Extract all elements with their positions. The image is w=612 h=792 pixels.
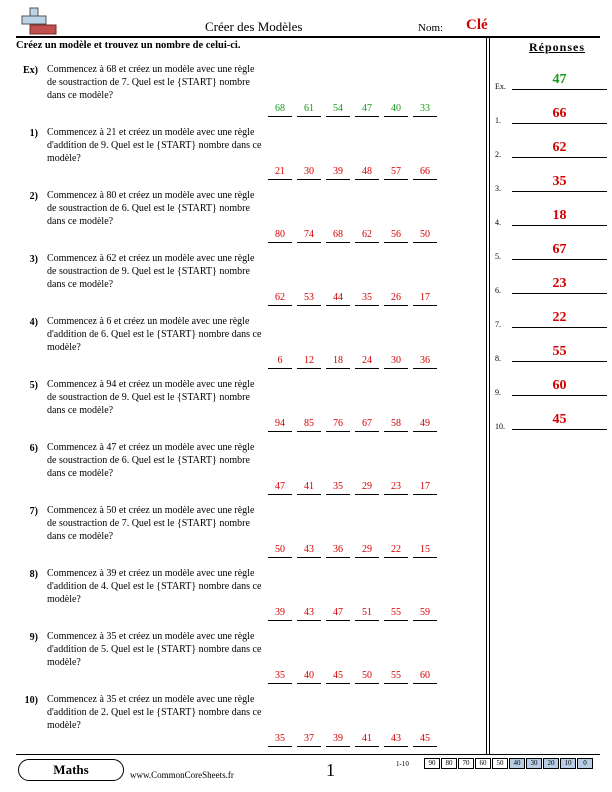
sequence-term <box>268 166 292 180</box>
answer-row <box>495 342 607 366</box>
answer-row <box>495 376 607 400</box>
sequence-term <box>413 607 437 621</box>
sequence-term-value: 30 <box>391 355 401 366</box>
problem-item <box>16 567 486 629</box>
answer-row <box>495 70 607 94</box>
sequence-term <box>268 670 292 684</box>
sequence-term <box>355 670 379 684</box>
site-url: www.CommonCoreSheets.fr <box>130 770 234 780</box>
sequence-term-value: 50 <box>362 670 372 681</box>
sequence-term-value: 49 <box>420 418 430 429</box>
score-cell: 60 <box>475 758 491 769</box>
sequence-term-value: 36 <box>420 355 430 366</box>
problem-item <box>16 315 486 377</box>
sequence-term-value: 50 <box>420 229 430 240</box>
sequence-term <box>384 355 408 369</box>
problem-number: 6) <box>29 443 38 454</box>
sequence-term <box>355 292 379 306</box>
sequence-term-value: 55 <box>391 670 401 681</box>
sequence-term <box>413 544 437 558</box>
sequence-term-value: 29 <box>362 481 372 492</box>
sequence-term-value: 43 <box>304 607 314 618</box>
score-cell: 80 <box>441 758 457 769</box>
score-cell: 40 <box>509 758 525 769</box>
answer-label: 9. <box>495 388 501 397</box>
sequence-term-value: 33 <box>420 103 430 114</box>
sequence-term-value: 44 <box>333 292 343 303</box>
answer-label: 10. <box>495 422 505 431</box>
sequence-term <box>355 733 379 747</box>
score-cell: 10 <box>560 758 576 769</box>
sequence-term <box>268 355 292 369</box>
problem-number: 5) <box>29 380 38 391</box>
sequence-term-value: 12 <box>304 355 314 366</box>
answer-row <box>495 274 607 298</box>
sequence-term-value: 62 <box>275 292 285 303</box>
sequence-term <box>326 733 350 747</box>
answer-row <box>495 240 607 264</box>
sequence-term-value: 58 <box>391 418 401 429</box>
score-cell: 90 <box>424 758 440 769</box>
sequence-term <box>326 670 350 684</box>
problem-number: 4) <box>29 317 38 328</box>
problem-text: Commencez à 80 et créez un modèle avec une règle de soustraction de 6. Quel est le {START} nombre dans ce modèle? <box>47 190 255 227</box>
problem-text: Commencez à 94 et créez un modèle avec une règle de soustraction de 9. Quel est le {START} nombre dans ce modèle? <box>47 379 255 416</box>
score-label: 1-10 <box>396 760 409 768</box>
sequence-term <box>326 607 350 621</box>
sequence-term-value: 66 <box>420 166 430 177</box>
sequence-term-value: 45 <box>333 670 343 681</box>
sequence-term <box>297 481 321 495</box>
sequence-term-value: 94 <box>275 418 285 429</box>
sequence-term-value: 56 <box>391 229 401 240</box>
sequence-term <box>326 355 350 369</box>
sequence-term-value: 67 <box>362 418 372 429</box>
sequence-term-value: 40 <box>304 670 314 681</box>
sequence-term-value: 43 <box>304 544 314 555</box>
answer-label: 2. <box>495 150 501 159</box>
sequence-term-value: 61 <box>304 103 314 114</box>
sequence-term-value: 21 <box>275 166 285 177</box>
sequence-term <box>297 733 321 747</box>
sequence-term-value: 41 <box>304 481 314 492</box>
answer-row <box>495 410 607 434</box>
sequence-term-value: 24 <box>362 355 372 366</box>
sequence-term-value: 39 <box>333 166 343 177</box>
sequence-term-value: 85 <box>304 418 314 429</box>
problem-text: Commencez à 35 et créez un modèle avec une règle d'addition de 2. Quel est le {START} nombre dans ce modèle? <box>47 694 262 731</box>
problem-item <box>16 189 486 251</box>
answer-label: 5. <box>495 252 501 261</box>
sequence-term <box>413 166 437 180</box>
sequence-term-value: 62 <box>362 229 372 240</box>
answer-value: 45 <box>552 412 567 427</box>
sequence-term <box>326 166 350 180</box>
answer-row <box>495 206 607 230</box>
sequence-term-value: 57 <box>391 166 401 177</box>
sequence-term <box>268 607 292 621</box>
sequence-term <box>297 229 321 243</box>
sequence-term-value: 60 <box>420 670 430 681</box>
sequence-term-value: 76 <box>333 418 343 429</box>
sequence-term <box>384 103 408 117</box>
answer-label: 7. <box>495 320 501 329</box>
answer-value: 60 <box>552 378 567 393</box>
page-title: Créer des Modèles <box>205 19 303 34</box>
score-cell: 30 <box>526 758 542 769</box>
answer-value: 67 <box>552 242 567 257</box>
sequence-term <box>384 670 408 684</box>
sequence-term-value: 43 <box>391 733 401 744</box>
sequence-term <box>355 229 379 243</box>
sequence-term-value: 47 <box>362 103 372 114</box>
problem-text: Commencez à 47 et créez un modèle avec une règle de soustraction de 6. Quel est le {START} nombre dans ce modèle? <box>47 442 255 479</box>
page-number: 1 <box>326 760 335 780</box>
answer-label: 3. <box>495 184 501 193</box>
sequence-term <box>297 166 321 180</box>
problem-text: Commencez à 39 et créez un modèle avec une règle d'addition de 4. Quel est le {START} nombre dans ce modèle? <box>47 568 262 605</box>
sequence-term <box>326 229 350 243</box>
sequence-term <box>268 292 292 306</box>
sequence-term <box>268 733 292 747</box>
problem-number: 7) <box>29 506 38 517</box>
problem-text: Commencez à 6 et créez un modèle avec une règle d'addition de 6. Quel est le {START} nombre dans ce modèle? <box>47 316 262 353</box>
sequence-term <box>297 103 321 117</box>
problem-number: 3) <box>29 254 38 265</box>
score-cell: 70 <box>458 758 474 769</box>
answer-row <box>495 308 607 332</box>
sequence-term-value: 6 <box>277 355 283 366</box>
sequence-term <box>384 733 408 747</box>
answer-label: 1. <box>495 116 501 125</box>
answer-value: 62 <box>552 140 567 155</box>
sequence-term <box>413 670 437 684</box>
problem-item <box>16 378 486 440</box>
problem-number: Ex) <box>23 65 38 76</box>
sequence-term-value: 39 <box>333 733 343 744</box>
sequence-term <box>413 229 437 243</box>
example-problem <box>16 63 486 125</box>
sequence-term-value: 68 <box>275 103 285 114</box>
sequence-term-value: 36 <box>333 544 343 555</box>
answer-row <box>495 172 607 196</box>
sequence-term <box>268 481 292 495</box>
sequence-term-value: 40 <box>391 103 401 114</box>
name-label: Nom: <box>418 22 444 34</box>
answer-value: 22 <box>552 310 567 325</box>
answer-value: 23 <box>552 276 567 291</box>
sequence-term <box>268 229 292 243</box>
problem-item <box>16 252 486 314</box>
sequence-term-value: 29 <box>362 544 372 555</box>
sequence-term <box>326 292 350 306</box>
sequence-term <box>413 481 437 495</box>
sequence-term <box>355 544 379 558</box>
answer-value: 66 <box>552 106 567 121</box>
sequence-term <box>268 418 292 432</box>
sequence-term-value: 50 <box>275 544 285 555</box>
sequence-term-value: 18 <box>333 355 343 366</box>
answer-value: 47 <box>552 72 567 87</box>
instructions: Créez un modèle et trouvez un nombre de celui-ci. <box>16 40 241 51</box>
problem-item <box>16 504 486 566</box>
sequence-term-value: 37 <box>304 733 314 744</box>
sequence-term-value: 30 <box>304 166 314 177</box>
sequence-term <box>326 103 350 117</box>
sequence-term <box>355 166 379 180</box>
answer-value: 55 <box>552 344 567 359</box>
problem-item <box>16 630 486 692</box>
sequence-term <box>355 607 379 621</box>
sequence-term-value: 51 <box>362 607 372 618</box>
sequence-term <box>384 607 408 621</box>
problem-item <box>16 441 486 503</box>
sequence-term <box>355 355 379 369</box>
sequence-term <box>413 355 437 369</box>
problem-text: Commencez à 62 et créez un modèle avec une règle de soustraction de 9. Quel est le {START} nombre dans ce modèle? <box>47 253 255 290</box>
sequence-term-value: 26 <box>391 292 401 303</box>
problem-item <box>16 693 486 755</box>
problem-number: 8) <box>29 569 38 580</box>
sequence-term <box>297 670 321 684</box>
problem-text: Commencez à 21 et créez un modèle avec une règle d'addition de 9. Quel est le {START} nombre dans ce modèle? <box>47 127 262 164</box>
sequence-term-value: 80 <box>275 229 285 240</box>
sequence-term <box>326 481 350 495</box>
answers-title: Réponses <box>528 40 585 54</box>
score-cell: 20 <box>543 758 559 769</box>
sequence-term <box>413 103 437 117</box>
sequence-term-value: 35 <box>333 481 343 492</box>
sequence-term <box>413 733 437 747</box>
answer-label: 8. <box>495 354 501 363</box>
sequence-term <box>326 544 350 558</box>
answer-label: Ex. <box>495 82 506 91</box>
sequence-term <box>297 607 321 621</box>
sequence-term-value: 39 <box>275 607 285 618</box>
sequence-term-value: 68 <box>333 229 343 240</box>
answer-value: 35 <box>552 174 567 189</box>
answer-value: 18 <box>552 208 567 223</box>
plus-logo-icon <box>16 6 62 36</box>
score-cell: 50 <box>492 758 508 769</box>
sequence-term <box>326 418 350 432</box>
sequence-term <box>355 418 379 432</box>
sequence-term-value: 47 <box>275 481 285 492</box>
sequence-term-value: 35 <box>362 292 372 303</box>
sequence-term-value: 53 <box>304 292 314 303</box>
sequence-term <box>384 481 408 495</box>
sequence-term <box>384 229 408 243</box>
sequence-term-value: 22 <box>391 544 401 555</box>
problem-number: 2) <box>29 191 38 202</box>
answer-row <box>495 138 607 162</box>
sequence-term-value: 23 <box>391 481 401 492</box>
sequence-term-value: 54 <box>333 103 343 114</box>
sequence-term <box>297 292 321 306</box>
sequence-term-value: 55 <box>391 607 401 618</box>
answer-row <box>495 104 607 128</box>
problem-item <box>16 126 486 188</box>
sequence-term <box>355 103 379 117</box>
sequence-term-value: 15 <box>420 544 430 555</box>
sequence-term <box>268 103 292 117</box>
sequence-term-value: 45 <box>420 733 430 744</box>
sequence-term <box>384 166 408 180</box>
sequence-term <box>413 418 437 432</box>
answer-label: 6. <box>495 286 501 295</box>
sequence-term-value: 74 <box>304 229 314 240</box>
sequence-term-value: 35 <box>275 733 285 744</box>
score-cell: 0 <box>577 758 593 769</box>
sequence-term <box>384 418 408 432</box>
problem-number: 9) <box>29 632 38 643</box>
sequence-term-value: 59 <box>420 607 430 618</box>
sequence-term-value: 47 <box>333 607 343 618</box>
sequence-term <box>297 418 321 432</box>
sequence-term <box>384 544 408 558</box>
column-divider <box>489 37 490 754</box>
sequence-term-value: 17 <box>420 292 430 303</box>
name-value: Clé <box>466 17 488 33</box>
subject-badge: Maths <box>18 759 124 781</box>
sequence-term <box>297 544 321 558</box>
problem-text: Commencez à 50 et créez un modèle avec une règle de soustraction de 7. Quel est le {START} nombre dans ce modèle? <box>47 505 255 542</box>
sequence-term-value: 35 <box>275 670 285 681</box>
sequence-term-value: 48 <box>362 166 372 177</box>
sequence-term <box>384 292 408 306</box>
header-rule <box>16 36 600 38</box>
answer-label: 4. <box>495 218 501 227</box>
sequence-term <box>355 481 379 495</box>
problem-number: 1) <box>29 128 38 139</box>
sequence-term <box>297 355 321 369</box>
sequence-term-value: 17 <box>420 481 430 492</box>
sequence-term <box>268 544 292 558</box>
column-divider <box>486 37 487 754</box>
sequence-term-value: 41 <box>362 733 372 744</box>
problem-text: Commencez à 35 et créez un modèle avec une règle d'addition de 5. Quel est le {START} nombre dans ce modèle? <box>47 631 262 668</box>
problem-number: 10) <box>24 695 38 706</box>
sequence-term <box>413 292 437 306</box>
problem-text: Commencez à 68 et créez un modèle avec une règle de soustraction de 7. Quel est le {START} nombre dans ce modèle? <box>47 64 255 101</box>
